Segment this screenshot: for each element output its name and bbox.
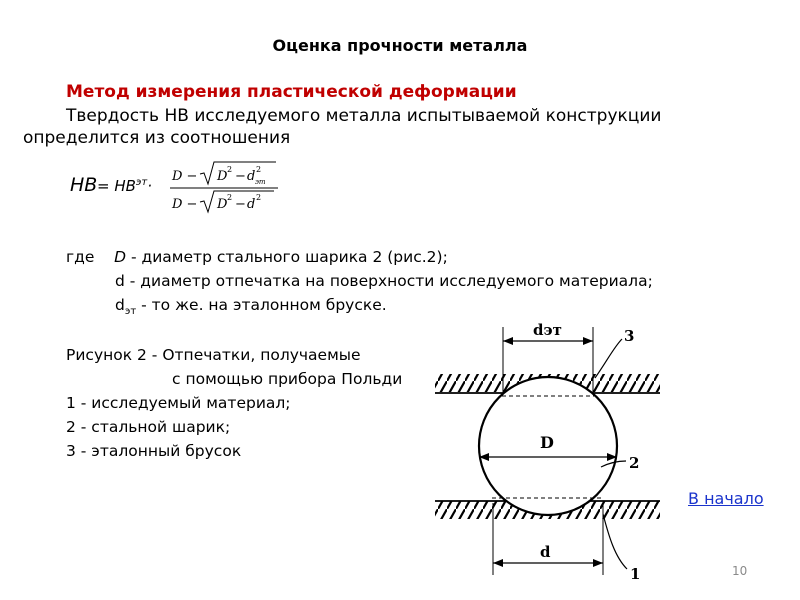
callout-2: 2 [629,454,640,472]
intro-line-1: Твердость НВ исследуемого металла испытываемой конструкции [66,106,662,126]
section-subtitle: Метод измерения пластической деформации [66,82,517,102]
figure-caption-line-1: Рисунок 2 - Отпечатки, получаемые [66,346,361,364]
det-label: dэт [533,321,562,339]
svg-text:D: D [217,169,228,184]
legend-item-1: 1 - исследуемый материал; [66,394,291,412]
page-number: 10 [732,564,748,578]
figure-caption-line-2: с помощью прибора Польди [172,370,403,388]
back-to-start-link[interactable]: В начало [688,489,764,508]
svg-text:−: − [235,169,246,184]
d-label: d [540,543,551,561]
slide-title: Оценка прочности металла [272,36,528,55]
legend-item-2: 2 - стальной шарик; [66,418,231,436]
svg-text:D: D [217,197,228,212]
formula-fraction [168,160,298,214]
svg-text:d: d [247,197,256,212]
definition-d: d - диаметр отпечатка на поверхности исследуемого материала; [115,272,653,290]
intro-line-2: определится из соотношения [23,128,291,148]
svg-text:2: 2 [256,165,262,174]
callout-1: 1 [630,565,641,583]
formula-rhs: = $НВ^{эт}\cdot$ [97,177,153,195]
leader-3 [595,339,622,378]
poldi-indentation-figure [429,317,680,589]
definition-det: $d_{эт}$ - то же. на эталонном бруске. [115,296,387,318]
svg-text:D −: D − [172,169,198,184]
leader-1 [603,514,627,569]
d-arrow-left [493,559,503,567]
svg-text:2: 2 [227,193,233,202]
callout-3: 3 [624,327,635,345]
svg-text:D −: D − [172,197,198,212]
d-arrow-right [593,559,603,567]
det-arrow-right [583,337,593,345]
hardness-formula [68,160,308,214]
svg-text:−: − [235,197,246,212]
svg-text:d: d [247,169,256,184]
svg-text:2: 2 [227,165,233,174]
formula-lhs: НВ [70,174,98,196]
diameter-label: D [540,433,554,452]
det-arrow-left [503,337,513,345]
svg-text:эт: эт [255,178,266,186]
definition-D: где D - диаметр стального шарика 2 (рис.2); [66,248,448,266]
svg-text:2: 2 [256,193,262,202]
legend-item-3: 3 - эталонный брусок [66,442,242,460]
